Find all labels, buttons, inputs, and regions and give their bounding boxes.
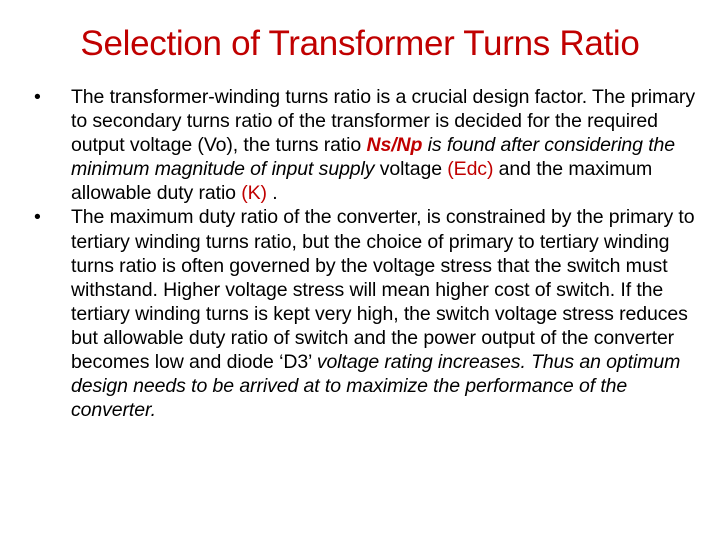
highlight-edc: (Edc): [447, 158, 494, 181]
text-segment: .: [266, 182, 278, 205]
text-segment: The transformer-winding turns ratio is a crucial design factor. The primary to secondary turns ratio of the transformer is decided for the required output voltage (Vo), the turns ratio: [71, 86, 695, 157]
text-segment-italic: voltage rating increases. Thus an optimum design needs to be arrived at to maximize the performance of the converter.: [71, 351, 681, 422]
text-segment: The maximum duty ratio of the converter, is constrained by the primary to tertiary winding turns ratio, but the choice of primary to tertiary winding turns ratio is often governed by the voltage stress that the switch must withstand. Higher voltage stress will mean higher cost of switch. If the tertiary winding turns is kept very high, the switch voltage stress reduces but allowable duty ratio of switch and the power output of the converter becomes low and diode ‘D3’: [71, 206, 695, 374]
text-segment: voltage: [374, 158, 448, 181]
bullet-list: [34, 85, 702, 422]
highlight-k: (K): [241, 182, 267, 205]
highlight-ns-np: Ns/Np: [366, 134, 423, 157]
text-segment-italic: is found after considering the minimum magnitude of input supply: [71, 134, 676, 181]
bullet-item-duty-ratio: [34, 205, 702, 422]
bullet-item-turns-ratio: [34, 85, 702, 205]
slide-title: Selection of Transformer Turns Ratio: [80, 24, 640, 63]
text-segment: and the maximum allowable duty ratio: [71, 158, 653, 205]
bullet-icon: •: [34, 86, 41, 108]
bullet-icon: •: [34, 206, 41, 229]
